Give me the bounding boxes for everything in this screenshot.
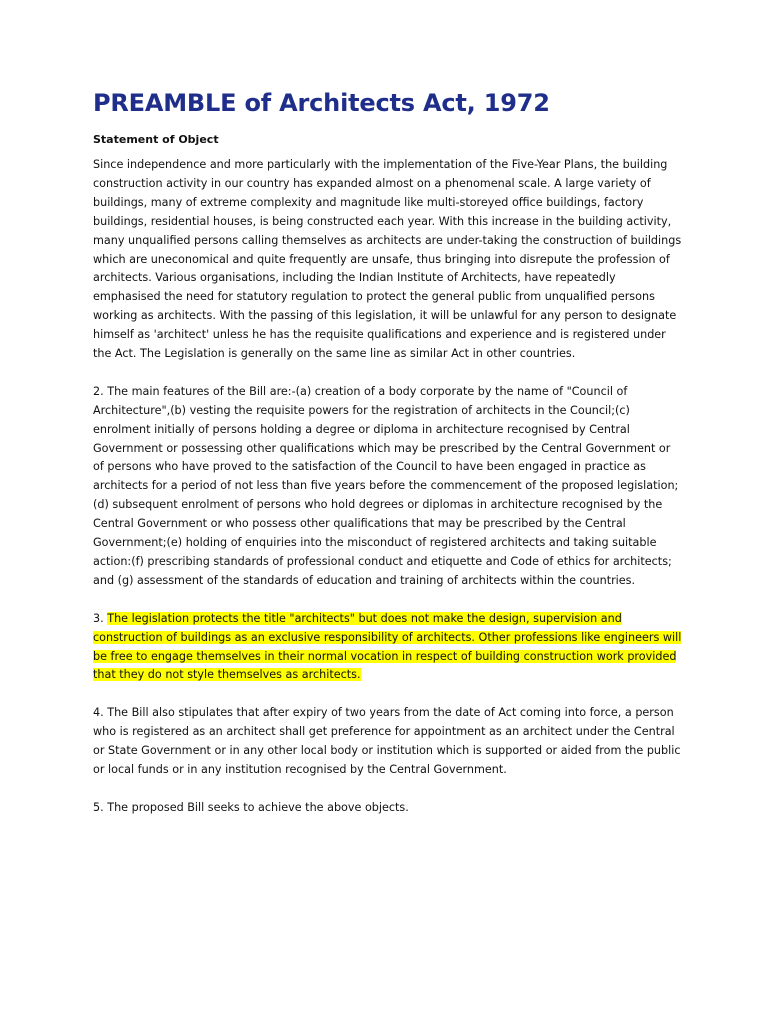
paragraph-1-text: Since independence and more particularly with the implementation of the Five-Year Plans, the building construction activity in our country has expanded almost on a phenomenal scale. A large variety of buildings, many of extreme complexity and magnitude like multi-storeyed office buildings, factory buildings, residential houses, is being constructed each year. With this increase in the building activity, many unqualified persons calling themselves as architects are under-taking the construction of buildings which are uneconomical and quite frequently are unsafe, thus bringing into disrepute the profession of architects. Various organisations, including the Indian Institute of Architects, have repeatedly emphasised the need for statutory regulation to protect the general public from unqualified persons working as architects. With the passing of this legislation, it will be unlawful for any person to designate himself as 'architect' unless he has the requisite qualifications and experience and is registered under the Act. The Legislation is generally on the same line as similar Act in other countries. — [93, 158, 682, 361]
paragraph-4 — [93, 704, 683, 780]
paragraph-2-text: The main features of the Bill are:-(a) creation of a body corporate by the name of "Council of Architecture",(b) vesting the requisite powers for the registration of architects in the Council;(c) enrolment initially of persons holding a degree or diploma in architecture recognised by Central Government or possessing other qualifications which may be prescribed by the Central Government or of persons who have proved to the satisfaction of the Council to have been engaged in practice as architects for a period of not less than five years before the commencement of the proposed legislation;(d) subsequent enrolment of persons who hold degrees or diplomas in architecture recognised by the Central Government or who possess other qualifications that may be prescribed by the Central Government;(e) holding of enquiries into the misconduct of registered architects and taking suitable action:(f) prescribing standards of professional conduct and etiquette and Code of ethics for architects; and (g) assessment of the standards of education and training of architects within the countries. — [93, 384, 679, 587]
paragraph-5-number: 5. — [93, 800, 104, 814]
paragraph-3 — [93, 610, 683, 686]
paragraph-1 — [93, 156, 683, 364]
paragraph-3-number: 3. — [93, 611, 104, 625]
document-page — [93, 86, 683, 818]
paragraph-5-text: The proposed Bill seeks to achieve the above objects. — [107, 800, 409, 814]
paragraph-3-highlighted-text: The legislation protects the title "architects" but does not make the design, supervision and construction of buildings as an exclusive responsibility of architects. Other professions like engineers will be free to engage themselves in their normal vocation in respect of building construction work provided that they do not style themselves as architects. — [93, 611, 682, 682]
paragraph-4-number: 4. — [93, 706, 104, 720]
paragraph-4-text: The Bill also stipulates that after expiry of two years from the date of Act coming into force, a person who is registered as an architect shall get preference for appointment as an architect under the Central or State Government or in any other local body or institution which is supported or aided from the public or local funds or in any institution recognised by the Central Government. — [93, 706, 681, 776]
document-subtitle: Statement of Object — [93, 133, 219, 146]
document-title: PREAMBLE of Architects Act, 1972 — [93, 89, 550, 117]
paragraph-2 — [93, 383, 683, 591]
paragraph-2-number: 2. — [93, 384, 104, 398]
paragraph-5 — [93, 799, 683, 818]
